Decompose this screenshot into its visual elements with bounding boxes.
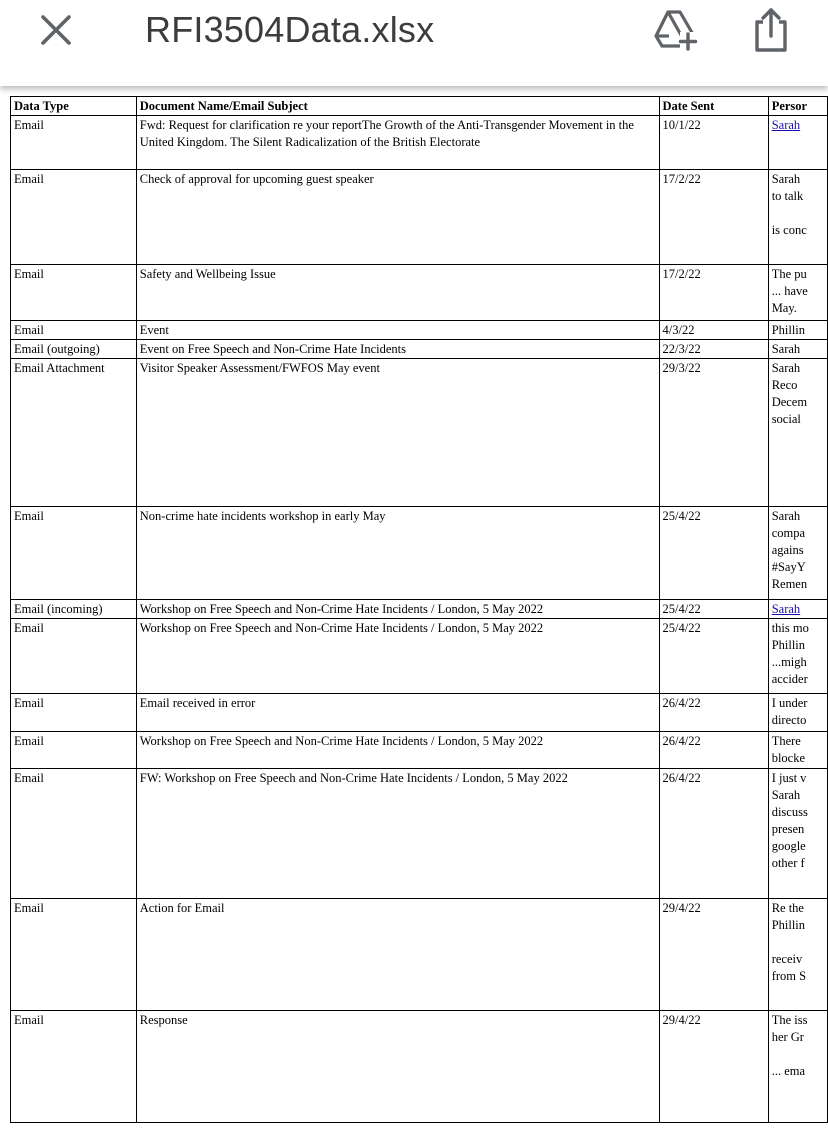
column-header-person[interactable]: Persor [768, 97, 827, 116]
cell-data-type[interactable]: Email Attachment [11, 359, 137, 507]
cell-person[interactable]: I just v Sarah discuss presen google other f [768, 769, 827, 899]
cell-subject[interactable]: Workshop on Free Speech and Non-Crime Hate Incidents / London, 5 May 2022 [136, 619, 659, 694]
cell-subject[interactable]: Check of approval for upcoming guest speaker [136, 170, 659, 265]
cell-person[interactable]: Sarah Reco Decem social [768, 359, 827, 507]
cell-date-sent[interactable]: 29/4/22 [659, 899, 768, 1011]
cell-data-type[interactable]: Email [11, 899, 137, 1011]
column-header-subject[interactable]: Document Name/Email Subject [136, 97, 659, 116]
add-to-drive-button[interactable] [650, 8, 700, 52]
cell-data-type[interactable]: Email [11, 116, 137, 170]
app-bar [0, 0, 828, 86]
cell-subject[interactable]: Fwd: Request for clarification re your reportThe Growth of the Anti-Transgender Movement in the United Kingdom. The Silent Radicalization of the British Electorate [136, 116, 659, 170]
cell-person[interactable]: Sarah compa agains #SayY Remen [768, 507, 827, 600]
cell-data-type[interactable]: Email [11, 321, 137, 340]
table-row [11, 321, 828, 340]
cell-data-type[interactable]: Email [11, 769, 137, 899]
column-header-date-sent[interactable]: Date Sent [659, 97, 768, 116]
cell-subject[interactable]: Workshop on Free Speech and Non-Crime Hate Incidents / London, 5 May 2022 [136, 600, 659, 619]
data-table [10, 96, 828, 1123]
cell-date-sent[interactable]: 25/4/22 [659, 619, 768, 694]
table-row [11, 507, 828, 600]
person-link[interactable]: Sarah [771, 118, 801, 132]
cell-subject[interactable]: Action for Email [136, 899, 659, 1011]
cell-date-sent[interactable]: 26/4/22 [659, 694, 768, 732]
column-header-data-type[interactable]: Data Type [11, 97, 137, 116]
table-row [11, 619, 828, 694]
cell-date-sent[interactable]: 22/3/22 [659, 340, 768, 359]
cell-person[interactable]: Sarah [768, 340, 827, 359]
table-row [11, 694, 828, 732]
cell-person[interactable]: There blocke [768, 732, 827, 769]
table-row [11, 769, 828, 899]
table-row [11, 359, 828, 507]
cell-date-sent[interactable]: 29/3/22 [659, 359, 768, 507]
cell-date-sent[interactable]: 25/4/22 [659, 507, 768, 600]
cell-subject[interactable]: Workshop on Free Speech and Non-Crime Hate Incidents / London, 5 May 2022 [136, 732, 659, 769]
cell-data-type[interactable]: Email [11, 170, 137, 265]
cell-date-sent[interactable]: 17/2/22 [659, 265, 768, 321]
cell-date-sent[interactable]: 25/4/22 [659, 600, 768, 619]
cell-subject[interactable]: Non-crime hate incidents workshop in early May [136, 507, 659, 600]
cell-date-sent[interactable]: 26/4/22 [659, 732, 768, 769]
cell-person[interactable]: Re the Phillin receiv from S [768, 899, 827, 1011]
cell-person[interactable]: The pu ... have May. [768, 265, 827, 321]
cell-subject[interactable]: Email received in error [136, 694, 659, 732]
cell-date-sent[interactable]: 17/2/22 [659, 170, 768, 265]
cell-subject[interactable]: Safety and Wellbeing Issue [136, 265, 659, 321]
cell-subject[interactable]: Event on Free Speech and Non-Crime Hate Incidents [136, 340, 659, 359]
table-row [11, 265, 828, 321]
table-row [11, 899, 828, 1011]
spreadsheet-viewer[interactable] [0, 86, 828, 1138]
cell-date-sent[interactable]: 26/4/22 [659, 769, 768, 899]
cell-data-type[interactable]: Email [11, 694, 137, 732]
cell-person[interactable] [768, 116, 827, 170]
cell-person[interactable]: Phillin [768, 321, 827, 340]
cell-data-type[interactable]: Email [11, 619, 137, 694]
table-row [11, 732, 828, 769]
cell-data-type[interactable]: Email (incoming) [11, 600, 137, 619]
cell-data-type[interactable]: Email [11, 507, 137, 600]
cell-date-sent[interactable]: 10/1/22 [659, 116, 768, 170]
share-icon [750, 6, 792, 54]
table-row [11, 600, 828, 619]
cell-data-type[interactable]: Email [11, 265, 137, 321]
table-row [11, 340, 828, 359]
cell-data-type[interactable]: Email (outgoing) [11, 340, 137, 359]
table-row [11, 170, 828, 265]
share-button[interactable] [750, 6, 792, 54]
cell-person[interactable]: Sarah to talk is conc [768, 170, 827, 265]
table-row [11, 116, 828, 170]
cell-subject[interactable]: Event [136, 321, 659, 340]
cell-person[interactable]: this mo Phillin ...migh accider [768, 619, 827, 694]
cell-subject[interactable]: Response [136, 1011, 659, 1123]
cell-person[interactable] [768, 600, 827, 619]
close-icon [36, 10, 76, 50]
cell-date-sent[interactable]: 4/3/22 [659, 321, 768, 340]
table-row [11, 1011, 828, 1123]
cell-data-type[interactable]: Email [11, 732, 137, 769]
cell-subject[interactable]: Visitor Speaker Assessment/FWFOS May event [136, 359, 659, 507]
cell-subject[interactable]: FW: Workshop on Free Speech and Non-Crime Hate Incidents / London, 5 May 2022 [136, 769, 659, 899]
close-button[interactable] [36, 10, 76, 50]
cell-date-sent[interactable]: 29/4/22 [659, 1011, 768, 1123]
cell-data-type[interactable]: Email [11, 1011, 137, 1123]
header-row [11, 97, 828, 116]
add-to-drive-icon [650, 8, 700, 52]
cell-person[interactable]: The iss her Gr ... ema [768, 1011, 827, 1123]
cell-person[interactable]: I under directo [768, 694, 827, 732]
person-link[interactable]: Sarah [771, 602, 801, 616]
file-name-title: RFI3504Data.xlsx [145, 9, 435, 50]
